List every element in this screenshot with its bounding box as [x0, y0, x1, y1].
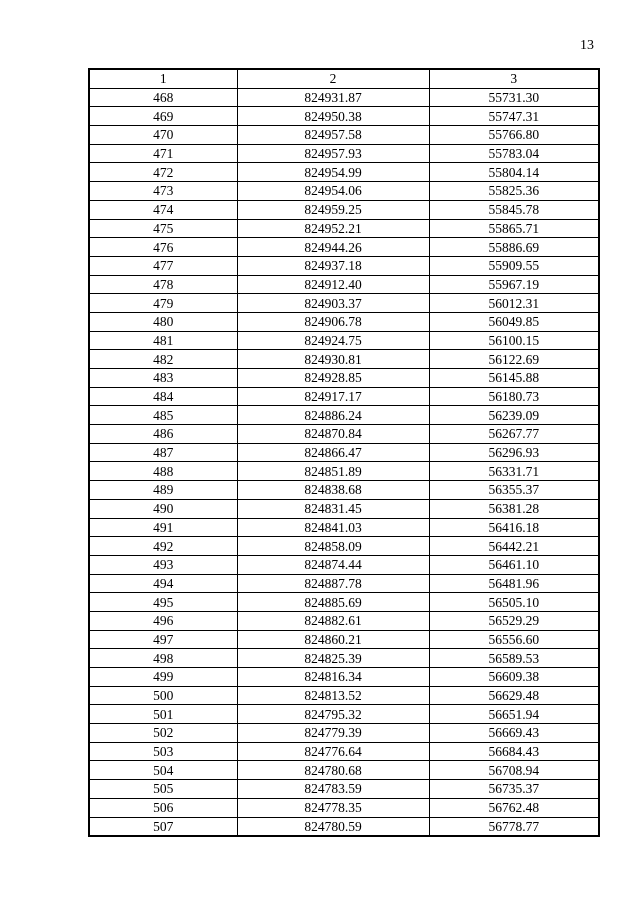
table-row	[89, 275, 599, 294]
page-number: 13	[580, 38, 594, 53]
point-number-cell: 488	[89, 462, 237, 481]
column-header: 3	[429, 69, 599, 88]
table-row	[89, 312, 599, 331]
y-coordinate-cell: 56629.48	[429, 686, 599, 705]
x-coordinate-cell: 824779.39	[237, 724, 429, 743]
point-number-cell: 503	[89, 742, 237, 761]
point-number-cell: 501	[89, 705, 237, 724]
point-number-cell: 477	[89, 256, 237, 275]
y-coordinate-cell: 55845.78	[429, 200, 599, 219]
table-row	[89, 163, 599, 182]
table-body	[89, 88, 599, 836]
x-coordinate-cell: 824954.99	[237, 163, 429, 182]
table-row	[89, 462, 599, 481]
point-number-cell: 482	[89, 350, 237, 369]
point-number-cell: 471	[89, 144, 237, 163]
table-row	[89, 107, 599, 126]
x-coordinate-cell: 824776.64	[237, 742, 429, 761]
table-row	[89, 425, 599, 444]
point-number-cell: 476	[89, 238, 237, 257]
table-header-row	[89, 69, 599, 88]
x-coordinate-cell: 824937.18	[237, 256, 429, 275]
y-coordinate-cell: 56267.77	[429, 425, 599, 444]
y-coordinate-cell: 56122.69	[429, 350, 599, 369]
table-row	[89, 88, 599, 107]
point-number-cell: 506	[89, 798, 237, 817]
x-coordinate-cell: 824780.59	[237, 817, 429, 836]
table-row	[89, 780, 599, 799]
y-coordinate-cell: 56669.43	[429, 724, 599, 743]
table-row	[89, 649, 599, 668]
x-coordinate-cell: 824954.06	[237, 182, 429, 201]
x-coordinate-cell: 824931.87	[237, 88, 429, 107]
table-row	[89, 574, 599, 593]
table-row	[89, 219, 599, 238]
point-number-cell: 480	[89, 312, 237, 331]
point-number-cell: 507	[89, 817, 237, 836]
x-coordinate-cell: 824778.35	[237, 798, 429, 817]
point-number-cell: 475	[89, 219, 237, 238]
point-number-cell: 486	[89, 425, 237, 444]
y-coordinate-cell: 55967.19	[429, 275, 599, 294]
table-row	[89, 668, 599, 687]
point-number-cell: 473	[89, 182, 237, 201]
table-row	[89, 798, 599, 817]
x-coordinate-cell: 824924.75	[237, 331, 429, 350]
y-coordinate-cell: 55825.36	[429, 182, 599, 201]
x-coordinate-cell: 824887.78	[237, 574, 429, 593]
x-coordinate-cell: 824885.69	[237, 593, 429, 612]
x-coordinate-cell: 824930.81	[237, 350, 429, 369]
table-row	[89, 331, 599, 350]
point-number-cell: 469	[89, 107, 237, 126]
point-number-cell: 470	[89, 126, 237, 145]
table-row	[89, 593, 599, 612]
y-coordinate-cell: 55886.69	[429, 238, 599, 257]
table-row	[89, 126, 599, 145]
y-coordinate-cell: 56651.94	[429, 705, 599, 724]
table-row	[89, 238, 599, 257]
y-coordinate-cell: 56529.29	[429, 611, 599, 630]
x-coordinate-cell: 824858.09	[237, 537, 429, 556]
y-coordinate-cell: 56762.48	[429, 798, 599, 817]
x-coordinate-cell: 824816.34	[237, 668, 429, 687]
y-coordinate-cell: 56239.09	[429, 406, 599, 425]
point-number-cell: 491	[89, 518, 237, 537]
point-number-cell: 485	[89, 406, 237, 425]
table-row	[89, 406, 599, 425]
table-row	[89, 686, 599, 705]
table-row	[89, 742, 599, 761]
x-coordinate-cell: 824866.47	[237, 443, 429, 462]
x-coordinate-cell: 824952.21	[237, 219, 429, 238]
y-coordinate-cell: 55766.80	[429, 126, 599, 145]
point-number-cell: 497	[89, 630, 237, 649]
point-number-cell: 472	[89, 163, 237, 182]
point-number-cell: 478	[89, 275, 237, 294]
table-row	[89, 256, 599, 275]
x-coordinate-cell: 824851.89	[237, 462, 429, 481]
x-coordinate-cell: 824831.45	[237, 499, 429, 518]
x-coordinate-cell: 824870.84	[237, 425, 429, 444]
y-coordinate-cell: 55731.30	[429, 88, 599, 107]
x-coordinate-cell: 824882.61	[237, 611, 429, 630]
column-header: 1	[89, 69, 237, 88]
table-row	[89, 294, 599, 313]
x-coordinate-cell: 824841.03	[237, 518, 429, 537]
y-coordinate-cell: 56684.43	[429, 742, 599, 761]
x-coordinate-cell: 824906.78	[237, 312, 429, 331]
x-coordinate-cell: 824838.68	[237, 481, 429, 500]
table-row	[89, 200, 599, 219]
x-coordinate-cell: 824903.37	[237, 294, 429, 313]
table-row	[89, 630, 599, 649]
point-number-cell: 490	[89, 499, 237, 518]
table-row	[89, 537, 599, 556]
y-coordinate-cell: 55909.55	[429, 256, 599, 275]
x-coordinate-cell: 824959.25	[237, 200, 429, 219]
x-coordinate-cell: 824912.40	[237, 275, 429, 294]
y-coordinate-cell: 56355.37	[429, 481, 599, 500]
y-coordinate-cell: 55783.04	[429, 144, 599, 163]
table-row	[89, 443, 599, 462]
y-coordinate-cell: 55865.71	[429, 219, 599, 238]
y-coordinate-cell: 56735.37	[429, 780, 599, 799]
coordinates-table	[88, 68, 600, 837]
x-coordinate-cell: 824825.39	[237, 649, 429, 668]
y-coordinate-cell: 56416.18	[429, 518, 599, 537]
y-coordinate-cell: 56049.85	[429, 312, 599, 331]
point-number-cell: 495	[89, 593, 237, 612]
point-number-cell: 494	[89, 574, 237, 593]
y-coordinate-cell: 56296.93	[429, 443, 599, 462]
y-coordinate-cell: 56481.96	[429, 574, 599, 593]
y-coordinate-cell: 56556.60	[429, 630, 599, 649]
y-coordinate-cell: 55804.14	[429, 163, 599, 182]
point-number-cell: 496	[89, 611, 237, 630]
point-number-cell: 493	[89, 555, 237, 574]
column-header: 2	[237, 69, 429, 88]
point-number-cell: 492	[89, 537, 237, 556]
table-row	[89, 144, 599, 163]
x-coordinate-cell: 824874.44	[237, 555, 429, 574]
x-coordinate-cell: 824886.24	[237, 406, 429, 425]
x-coordinate-cell: 824944.26	[237, 238, 429, 257]
y-coordinate-cell: 56708.94	[429, 761, 599, 780]
y-coordinate-cell: 56442.21	[429, 537, 599, 556]
y-coordinate-cell: 56331.71	[429, 462, 599, 481]
point-number-cell: 498	[89, 649, 237, 668]
y-coordinate-cell: 56100.15	[429, 331, 599, 350]
table-row	[89, 499, 599, 518]
point-number-cell: 484	[89, 387, 237, 406]
table-row	[89, 481, 599, 500]
y-coordinate-cell: 56505.10	[429, 593, 599, 612]
table-row	[89, 387, 599, 406]
point-number-cell: 483	[89, 369, 237, 388]
point-number-cell: 504	[89, 761, 237, 780]
x-coordinate-cell: 824950.38	[237, 107, 429, 126]
table-row	[89, 705, 599, 724]
table-row	[89, 350, 599, 369]
x-coordinate-cell: 824780.68	[237, 761, 429, 780]
y-coordinate-cell: 56012.31	[429, 294, 599, 313]
point-number-cell: 505	[89, 780, 237, 799]
y-coordinate-cell: 56381.28	[429, 499, 599, 518]
table-row	[89, 369, 599, 388]
table-row	[89, 761, 599, 780]
x-coordinate-cell: 824957.93	[237, 144, 429, 163]
table-row	[89, 611, 599, 630]
point-number-cell: 502	[89, 724, 237, 743]
point-number-cell: 500	[89, 686, 237, 705]
table-row	[89, 724, 599, 743]
table-row	[89, 817, 599, 836]
table-row	[89, 518, 599, 537]
y-coordinate-cell: 56145.88	[429, 369, 599, 388]
x-coordinate-cell: 824860.21	[237, 630, 429, 649]
table-row	[89, 555, 599, 574]
x-coordinate-cell: 824928.85	[237, 369, 429, 388]
y-coordinate-cell: 56461.10	[429, 555, 599, 574]
point-number-cell: 468	[89, 88, 237, 107]
point-number-cell: 487	[89, 443, 237, 462]
point-number-cell: 474	[89, 200, 237, 219]
table-row	[89, 182, 599, 201]
point-number-cell: 489	[89, 481, 237, 500]
y-coordinate-cell: 56180.73	[429, 387, 599, 406]
point-number-cell: 499	[89, 668, 237, 687]
point-number-cell: 479	[89, 294, 237, 313]
x-coordinate-cell: 824957.58	[237, 126, 429, 145]
x-coordinate-cell: 824917.17	[237, 387, 429, 406]
x-coordinate-cell: 824813.52	[237, 686, 429, 705]
y-coordinate-cell: 56589.53	[429, 649, 599, 668]
point-number-cell: 481	[89, 331, 237, 350]
x-coordinate-cell: 824783.59	[237, 780, 429, 799]
x-coordinate-cell: 824795.32	[237, 705, 429, 724]
y-coordinate-cell: 55747.31	[429, 107, 599, 126]
y-coordinate-cell: 56609.38	[429, 668, 599, 687]
y-coordinate-cell: 56778.77	[429, 817, 599, 836]
